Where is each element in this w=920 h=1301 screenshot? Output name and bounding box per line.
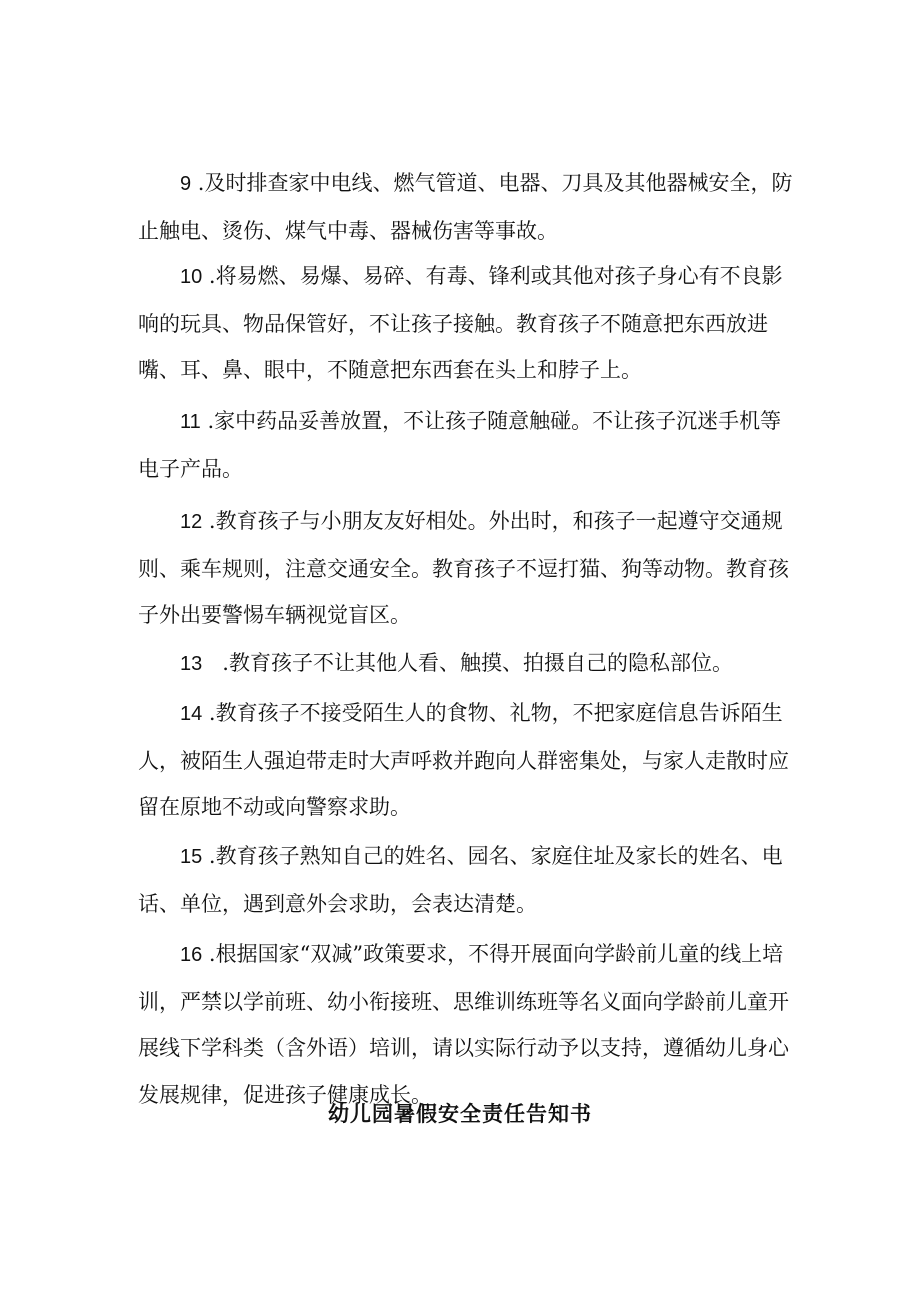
paragraph-item-14 xyxy=(138,690,798,831)
item-number: 11 xyxy=(180,411,201,433)
item-text: .及时排查家中电线、燃气管道、电器、刀具及其他器械安全，防止触电、烫伤、煤气中毒、器械伤害等事故。 xyxy=(138,171,793,243)
paragraph-item-9 xyxy=(138,160,798,254)
item-text: .根据国家“双减”政策要求，不得开展面向学龄前儿童的线上培训，严禁以学前班、幼小衔接班、思维训练班等名义面向学龄前儿童开展线下学科类（含外语）培训，请以实际行动予以支持，遵循幼儿身心发展规律，促进孩子健康成长。 xyxy=(138,942,789,1107)
item-number: 12 xyxy=(180,511,203,533)
paragraph-item-11 xyxy=(138,398,798,492)
item-number: 10 xyxy=(180,266,203,288)
paragraph-item-13 xyxy=(138,640,798,688)
paragraph-item-10 xyxy=(138,253,798,394)
item-text: .将易燃、易爆、易碎、有毒、锋利或其他对孩子身心有不良影响的玩具、物品保管好，不让孩子接触。教育孩子不随意把东西放进嘴、耳、鼻、眼中，不随意把东西套在头上和脖子上。 xyxy=(138,264,783,382)
item-number: 15 xyxy=(180,846,203,868)
item-text: .教育孩子不接受陌生人的食物、礼物，不把家庭信息告诉陌生人，被陌生人强迫带走时大声呼救并跑向人群密集处，与家人走散时应留在原地不动或向警察求助。 xyxy=(138,701,789,819)
item-number: 13 xyxy=(180,653,203,675)
paragraph-item-16 xyxy=(138,931,798,1118)
item-text: .教育孩子与小朋友友好相处。外出时，和孩子一起遵守交通规则、乘车规则，注意交通安全。教育孩子不逗打猫、狗等动物。教育孩子外出要警惕车辆视觉盲区。 xyxy=(138,509,789,627)
item-number: 14 xyxy=(180,703,203,725)
item-text: .教育孩子不让其他人看、触摸、拍摄自己的隐私部位。 xyxy=(202,651,733,675)
paragraph-item-15 xyxy=(138,833,798,927)
item-text: .教育孩子熟知自己的姓名、园名、家庭住址及家长的姓名、电话、单位，遇到意外会求助，会表达清楚。 xyxy=(138,844,783,916)
item-number: 16 xyxy=(180,944,203,966)
paragraph-item-12 xyxy=(138,498,798,639)
document-title: 幼儿园暑假安全责任告知书 xyxy=(328,1102,592,1126)
item-text: .家中药品妥善放置，不让孩子随意触碰。不让孩子沉迷手机等电子产品。 xyxy=(138,409,782,481)
item-number: 9 xyxy=(180,173,192,195)
